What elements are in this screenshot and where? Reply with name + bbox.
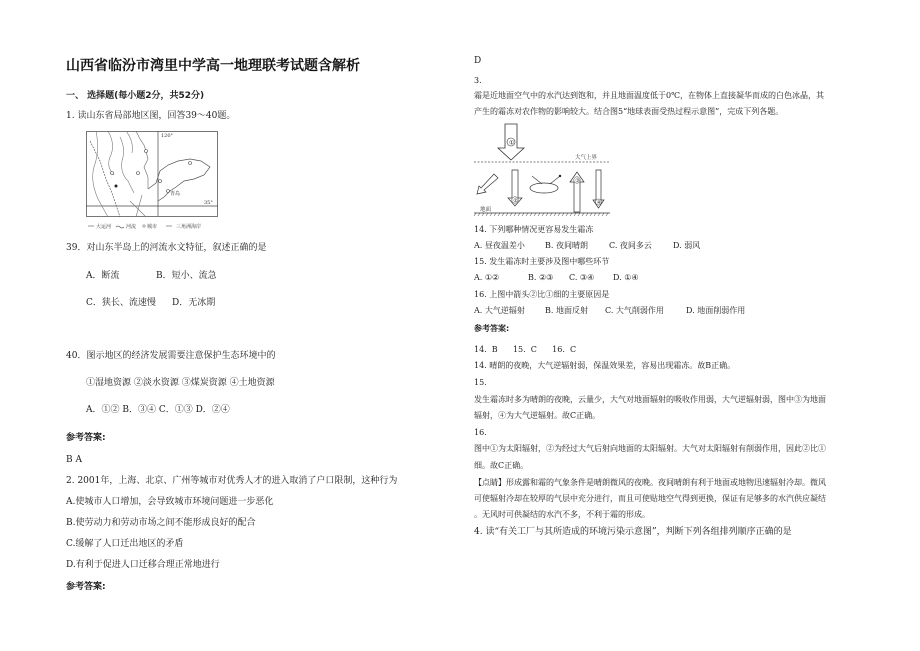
atmosphere-top-label: 大气上界 xyxy=(575,155,598,161)
answer-1: B A xyxy=(66,455,82,465)
q39-option-d: D．无冰期 xyxy=(172,298,216,308)
q14-option-c: C. 夜间多云 xyxy=(609,241,652,250)
explanation-16-line-1: 图中①为太阳辐射，②为经过大气后射向地面的太阳辐射。大气对太阳辐射有削弱作用，因此②比① xyxy=(474,444,826,453)
q14-option-d: D. 弱风 xyxy=(673,241,701,250)
tip-line-3: 。无风时可供凝结的水汽不多，不利于霜的形成。 xyxy=(474,510,650,519)
q14-option-b: B. 夜间晴朗 xyxy=(545,241,588,250)
tip-line-1: 【点睛】形成露和霜的气象条件是晴朗微风的夜晚。夜间晴朗有利于地面或地物迅速辐射冷却。微风 xyxy=(474,478,826,487)
earth-heating-diagram xyxy=(472,122,612,218)
q15-stem: 15. 发生霜冻时主要涉及图中哪些环节 xyxy=(474,257,610,266)
legend-river: 河流 xyxy=(126,224,137,230)
q15-option-d: D. ①④ xyxy=(613,273,639,282)
legend-delta-coast: 三角洲海岸 xyxy=(176,224,202,230)
q39-stem: 39．对山东半岛上的河流水文特征，叙述正确的是 xyxy=(66,243,267,253)
q2-stem: 2. 2001年，上海、北京、广州等城市对优秀人才的进入取消了户口限制，这种行为 xyxy=(66,476,398,486)
q16-option-c: C. 大气削弱作用 xyxy=(605,306,664,315)
explanation-16-number: 16. xyxy=(474,428,487,437)
tip-line-2: 可使辐射冷却在较厚的气层中充分进行，而且可使贴地空气得到更换，保证有足够多的水汽供应凝结 xyxy=(474,494,826,503)
shandong-map-figure xyxy=(86,131,218,231)
answers-line: 14. B 15. C 16. C xyxy=(474,345,577,354)
map-latitude-label: 35° xyxy=(204,200,213,206)
q39-option-c: C．狭长、流速慢 xyxy=(86,298,156,308)
q2-option-d: D.有利于促进人口迁移合理正常地进行 xyxy=(66,560,220,570)
q16-option-d: D. 地面削弱作用 xyxy=(686,306,746,315)
q16-stem: 16. 上图中箭头②比①细的主要原因是 xyxy=(474,290,610,299)
explanation-15-line-1: 发生霜冻时多为晴朗的夜晚，云量少，大气对地面辐射的吸收作用弱，大气逆辐射弱，图中③为地面 xyxy=(474,395,826,404)
answer-2: D xyxy=(474,56,482,66)
answer-label-2: 参考答案: xyxy=(66,582,106,592)
q2-option-a: A.使城市人口增加，会导致城市环境问题进一步恶化 xyxy=(66,497,274,507)
heating-diagram-graphic xyxy=(472,122,612,218)
q3-intro-line-1: 霜是近地面空气中的水汽达到饱和，并且地面温度低于0℃，在物体上直接凝华而成的白色冰晶，其 xyxy=(474,91,825,100)
explanation-15-number: 15. xyxy=(474,378,487,387)
q40-options: A．①② B．③④ C．①③ D．②④ xyxy=(86,405,230,415)
arrow-label-2: ② xyxy=(513,198,518,205)
arrow-label-4: ④ xyxy=(596,200,602,206)
q3-intro-line-2: 产生的霜冻对农作物的影响较大。结合图5“地球表面受热过程示意图”，完成下列各题。 xyxy=(474,107,784,116)
q2-option-b: B.使劳动力和劳动市场之间不能形成良好的配合 xyxy=(66,518,256,528)
q40-items: ①湿地资源 ②淡水资源 ③煤炭资源 ④土地资源 xyxy=(86,378,275,388)
arrow-label-3: ③ xyxy=(575,178,580,185)
section-heading: 一、 选择题(每小题2分，共52分) xyxy=(66,91,205,101)
q3-number: 3. xyxy=(474,76,482,85)
legend-grand-canal: 大运河 xyxy=(96,224,112,230)
q39-option-a: A．断流 xyxy=(86,271,120,281)
q4-stem: 4. 读“有关工厂与其所造成的环境污染示意图”，判断下列各组排列顺序正确的是 xyxy=(474,527,792,537)
q2-option-c: C.缓解了人口迁出地区的矛盾 xyxy=(66,539,184,549)
explanation-14: 14. 晴朗的夜晚，大气逆辐射弱，保温效果差，容易出现霜冻。故B正确。 xyxy=(474,361,736,370)
q16-option-a: A. 大气逆辐射 xyxy=(474,306,525,315)
q15-option-b: B. ②③ xyxy=(528,273,554,282)
explanation-15-line-2: 辐射，④为大气逆辐射。故C正确。 xyxy=(474,411,601,420)
legend-city: 城市 xyxy=(147,224,158,230)
q14-option-a: A. 昼夜温差小 xyxy=(474,241,525,250)
explanation-16-line-2: 细。故C正确。 xyxy=(474,461,529,470)
page-title: 山西省临汾市湾里中学高一地理联考试题含解析 xyxy=(66,58,360,74)
map-graphic xyxy=(86,131,218,231)
arrow-label-1: ① xyxy=(509,139,515,147)
q14-stem: 14. 下列哪种情况更容易发生霜冻 xyxy=(474,225,594,234)
map-city-label: 青岛 xyxy=(170,191,181,197)
q1-intro: 1. 读山东省局部地区图，回答39～40题。 xyxy=(66,111,236,121)
ground-label: 地面 xyxy=(480,207,492,213)
answer-label-1: 参考答案: xyxy=(66,433,106,443)
q40-stem: 40．图示地区的经济发展需要注意保护生态环境中的 xyxy=(66,351,276,361)
q39-option-b: B．短小、流急 xyxy=(156,271,217,281)
map-longitude-label: 120° xyxy=(161,133,174,139)
q15-option-a: A. ①② xyxy=(474,273,500,282)
q16-option-b: B. 地面反射 xyxy=(545,306,588,315)
answer-label-3: 参考答案: xyxy=(474,324,510,333)
q15-option-c: C. ③④ xyxy=(569,273,595,282)
